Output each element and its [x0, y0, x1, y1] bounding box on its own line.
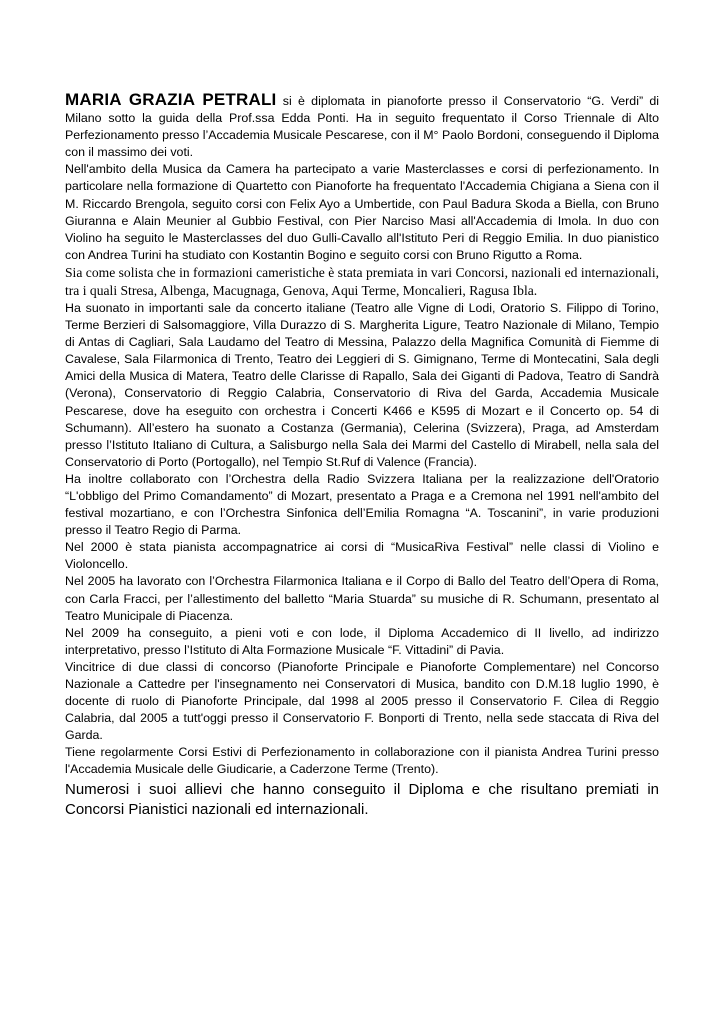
- competitions-paragraph: Sia come solista che in formazioni cameristiche è stata premiata in vari Concorsi, nazionali ed internazionali, tra i quali Stresa, Albenga, Macugnaga, Genova, Aqui Terme, Moncalieri, Ragusa Ibla.: [65, 264, 659, 298]
- summer-courses-paragraph: Tiene regolarmente Corsi Estivi di Perfezionamento in collaborazione con il pianista Andrea Turini presso l'Accademia Musicale delle Giudicarie, a Caderzone Terme (Trento).: [65, 745, 659, 777]
- intro-text: si è diplomata in pianoforte presso il Conservatorio “G. Verdi” di Milano sotto la guida della Prof.ssa Edda Ponti. Ha in seguito frequentato il Corso Triennale di Alto Perfezionamento presso l’Accademia Musicale Pescarese, con il M° Paolo Bordoni, conseguendo il Diploma con il massimo dei voti.: [65, 94, 659, 160]
- bio-intro-paragraph: [65, 91, 659, 161]
- diploma-paragraph: Nel 2009 ha conseguito, a pieni voti e con lode, il Diploma Accademico di II livello, ad indirizzo interpretativo, presso l’Istituto di Alta Formazione Musicale “F. Vittadini” di Pavia.: [65, 625, 659, 657]
- teaching-paragraph: Vincitrice di due classi di concorso (Pianoforte Principale e Pianoforte Complementare) nel Concorso Nazionale a Cattedre per l'insegnamento nei Conservatori di Musica, bandito con D.M.18 luglio 1990, è docente di ruolo di Pianoforte Principale, dal 1998 al 2005 presso il Conservatorio F. Cilea di Reggio Calabria, dal 2005 a tutt'oggi presso il Conservatorio F. Bonporti di Trento, nella sede staccata di Riva del Garda.: [65, 659, 659, 743]
- concerts-paragraph: Ha suonato in importanti sale da concerto italiane (Teatro alle Vigne di Lodi, Oratorio S. Filippo di Torino, Terme Berzieri di Salsomaggiore, Villa Durazzo di S. Margherita Ligure, Teatro Nazionale di Milano, Tempio di Antas di Cagliari, Sala Laudamo del Teatro di Messina, Palazzo della Magnifica Comunità di Fiemme di Cavalese, Sala Filarmonica di Trento, Teatro dei Leggieri di S. Gimignano, Terme di Montecatini, Sala degli Amici della Musica di Matera, Teatro delle Clarisse di Rapallo, Sala dei Giganti di Padova, Teatro di Sandrà (Verona), Conservatorio di Reggio Calabria, Conservatorio di Riva del Garda, Accademia Musicale Pescarese, dove ha eseguito con orchestra i Concerti K466 e K595 di Mozart e il Concerto op. 54 di Schumann). All’estero ha suonato a Costanza (Germania), Celerina (Svizzera), Praga, ad Amsterdam presso l’Istituto Italiano di Cultura, a Salisburgo nella Sala dei Marmi del Castello di Mirabell, nella sala del Conservatorio di Porto (Portogallo), nel Tempio St.Ruf di Valence (Francia).: [65, 300, 659, 469]
- artist-name: MARIA GRAZIA PETRALI: [65, 90, 277, 109]
- musicariva-paragraph: Nel 2000 è stata pianista accompagnatrice ai corsi di “MusicaRiva Festival” nelle classi di Violino e Violoncello.: [65, 540, 659, 572]
- orchestra-collaborations-paragraph: Ha inoltre collaborato con l’Orchestra della Radio Svizzera Italiana per la realizzazione dell'Oratorio “L'obbligo del Primo Comandamento” di Mozart, presentato a Praga e a Cremona nel 1991 nell'ambito del festival mozartiano, e con l’Orchestra Sinfonica dell’Emilia Romagna “A. Toscanini”, in varie produzioni presso il Teatro Regio di Parma.: [65, 471, 659, 538]
- students-paragraph: Numerosi i suoi allievi che hanno conseguito il Diploma e che risultano premiati in Concorsi Pianistici nazionali ed internazionali.: [65, 780, 659, 818]
- ballet-paragraph: Nel 2005 ha lavorato con l’Orchestra Filarmonica Italiana e il Corpo di Ballo del Teatro dell’Opera di Roma, con Carla Fracci, per l’allestimento del balletto “Maria Stuarda” su musiche di R. Schumann, presentato al Teatro Municipale di Piacenza.: [65, 574, 659, 623]
- biography-page: [65, 91, 659, 820]
- chamber-music-paragraph: Nell'ambito della Musica da Camera ha partecipato a varie Masterclasses e corsi di perfezionamento. In particolare nella formazione di Quartetto con Pianoforte ha frequentato l'Accademia Chigiana a Siena con il M. Riccardo Brengola, seguito corsi con Felix Ayo a Umbertide, con Paul Badura Skoda a Biella, con Bruno Giuranna e Alain Meunier al Gubbio Festival, con Pier Narciso Masi all'Accademia di Imola. In duo con Violino ha seguito le Masterclasses del duo Gulli-Cavallo all'Istituto Peri di Reggio Emilia. In duo pianistico con Andrea Turini ha studiato con Kostantin Bogino e seguito corsi con Bruno Rigutto a Roma.: [65, 162, 659, 262]
